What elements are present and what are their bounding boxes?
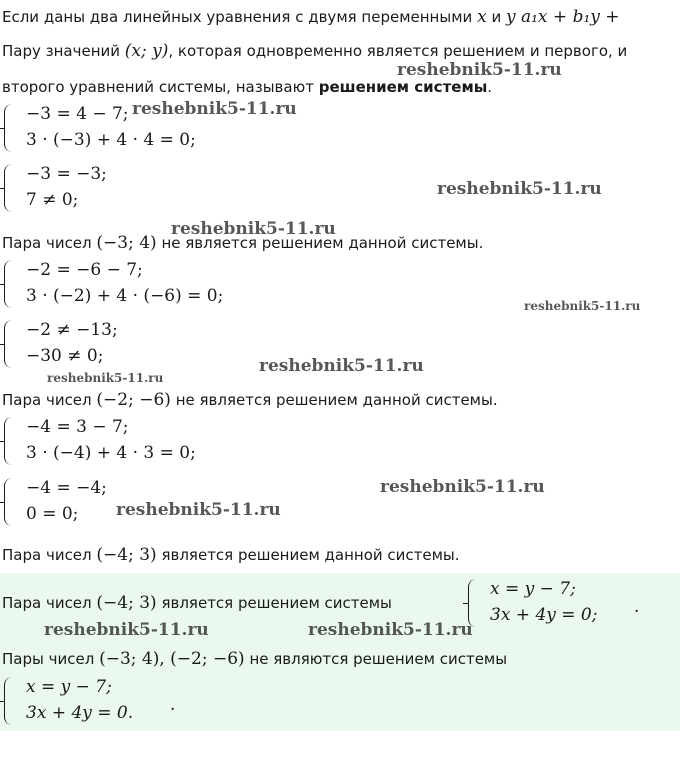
text: является решением данной системы. (161, 546, 460, 564)
intro-line-3 (2, 77, 492, 97)
watermark: reshebnik5-11.ru (259, 356, 424, 376)
watermark: reshebnik5-11.ru (308, 620, 473, 640)
text: является решением системы (161, 594, 392, 612)
system-5 (0, 413, 300, 469)
pair: (−3; 4) (96, 233, 157, 253)
text: не являются решением системы (249, 650, 508, 668)
text: Пара чисел (2, 234, 92, 252)
equation: 3x + 4y = 0; (490, 605, 598, 625)
answer-system-2 (0, 673, 210, 729)
intro-text: второго уравнений системы, называют (2, 78, 314, 96)
equation: x = y − 7; (490, 579, 576, 599)
equation: −4 = −4; (26, 478, 107, 498)
text: Пара чисел (2, 594, 92, 612)
watermark: reshebnik5-11.ru (524, 299, 641, 313)
equation: 3x + 4y = 0. (26, 703, 134, 723)
equation: −2 = −6 − 7; (26, 260, 143, 280)
equation: −3 = 4 − 7; (26, 104, 129, 124)
answer-line-1 (2, 593, 392, 613)
pair-xy: (x; y) (124, 41, 169, 61)
period: . (170, 695, 176, 715)
intro-line-1 (2, 7, 620, 27)
pair: (−4; 3) (96, 545, 157, 565)
brace-icon (4, 478, 15, 526)
equation: −3 = −3; (26, 164, 107, 184)
equation: x = y − 7; (26, 677, 112, 697)
text: не является решением данной системы. (161, 234, 484, 252)
answer-box (0, 573, 680, 731)
equation-tail: y a₁x + b₁y + (505, 7, 620, 27)
watermark: reshebnik5-11.ru (437, 179, 602, 199)
intro-line-2 (2, 41, 627, 61)
equation: −30 ≠ 0; (26, 346, 104, 366)
equation: 3 · (−3) + 4 · 4 = 0; (26, 130, 196, 150)
watermark: reshebnik5-11.ru (380, 477, 545, 497)
var-x: x (477, 7, 487, 27)
text: Пары чисел (2, 650, 95, 668)
pair: (−2; −6) (96, 390, 171, 410)
answer-line-2 (2, 649, 507, 669)
brace-icon (4, 417, 15, 465)
equation: 7 ≠ 0; (26, 190, 79, 210)
watermark: reshebnik5-11.ru (47, 371, 164, 385)
equation: 3 · (−2) + 4 · (−6) = 0; (26, 286, 224, 306)
intro-text: Если даны два линейных уравнения с двумя переменными (2, 8, 473, 26)
system-2 (0, 160, 300, 216)
watermark: reshebnik5-11.ru (397, 60, 562, 80)
system-4 (0, 316, 300, 372)
watermark: reshebnik5-11.ru (171, 219, 336, 239)
pairs: (−3; 4), (−2; −6) (99, 649, 245, 669)
watermark: reshebnik5-11.ru (116, 500, 281, 520)
brace-icon (4, 164, 15, 212)
period: . (634, 597, 640, 617)
equation: 0 = 0; (26, 504, 79, 524)
text: не является решением данной системы. (175, 391, 498, 409)
equation: 3 · (−4) + 4 · 3 = 0; (26, 443, 196, 463)
intro-text: , которая одновременно является решением и первого, и (168, 42, 628, 60)
brace-icon (4, 104, 15, 152)
brace-icon (4, 677, 15, 725)
conj: и (491, 8, 502, 26)
system-3 (0, 256, 320, 312)
watermark: reshebnik5-11.ru (44, 620, 209, 640)
definition-term: решением системы (318, 78, 488, 96)
brace-icon (4, 260, 15, 308)
pair: (−4; 3) (96, 593, 157, 613)
conclusion-3 (2, 545, 460, 565)
intro-text: Пару значений (2, 42, 121, 60)
equation: −2 ≠ −13; (26, 320, 118, 340)
watermark: reshebnik5-11.ru (132, 99, 297, 119)
period: . (487, 78, 493, 96)
text: Пара чисел (2, 391, 92, 409)
equation: −4 = 3 − 7; (26, 417, 129, 437)
brace-icon (4, 320, 15, 368)
conclusion-2 (2, 390, 498, 410)
answer-system-1 (464, 575, 674, 631)
text: Пара чисел (2, 546, 92, 564)
